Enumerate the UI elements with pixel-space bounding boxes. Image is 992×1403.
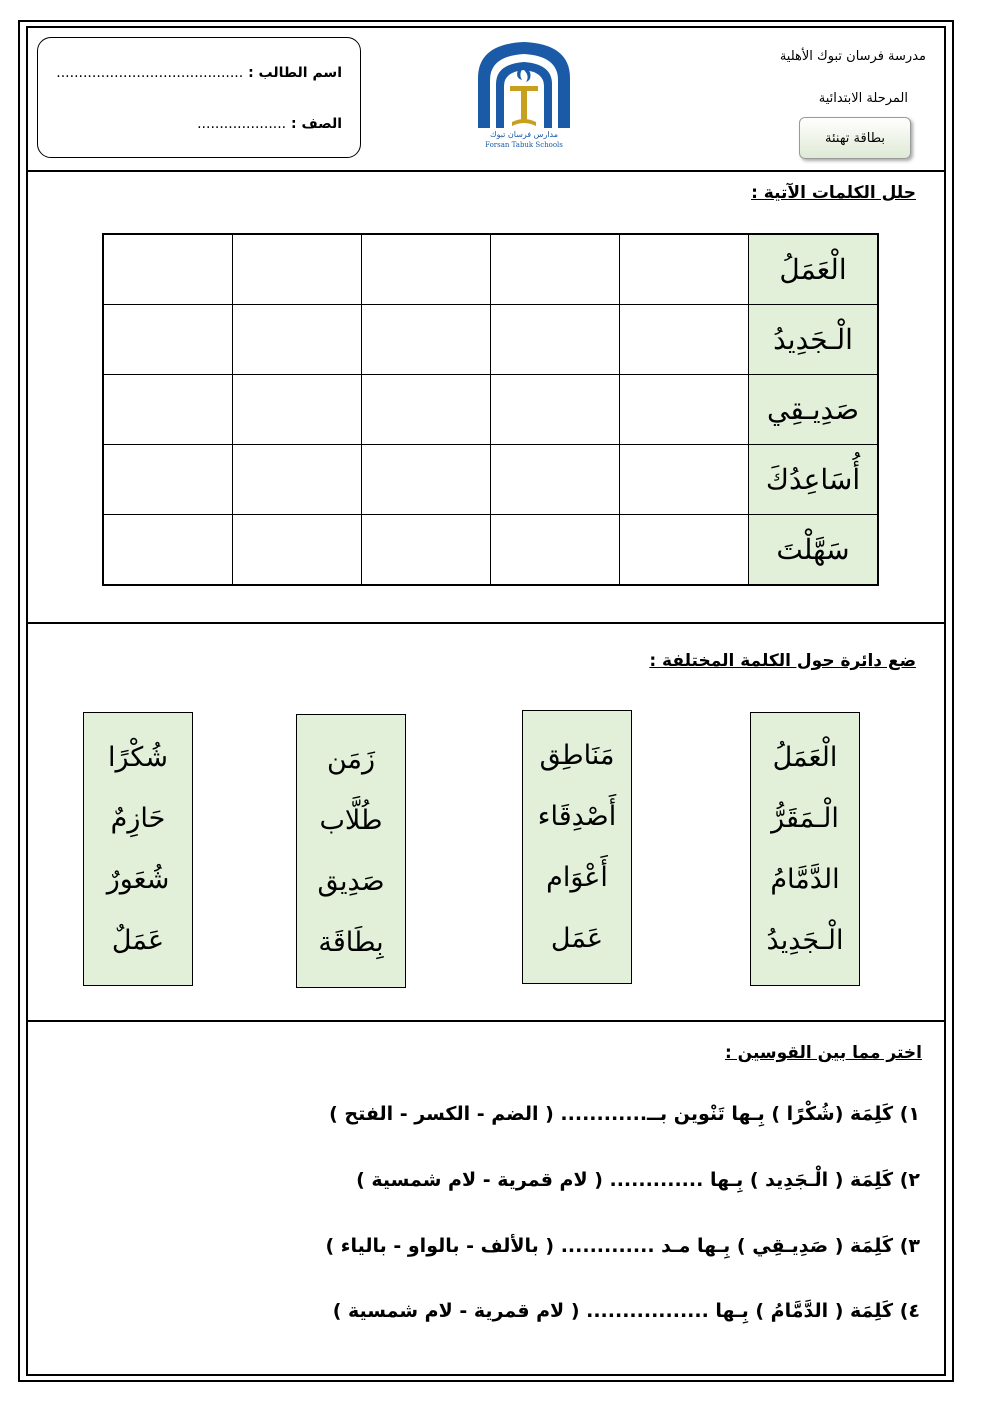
school-name: مدرسة فرسان تبوك الأهلية bbox=[779, 49, 926, 64]
word-group-4 bbox=[83, 712, 193, 986]
group-word[interactable]: شُكْرًا bbox=[108, 742, 168, 773]
answer-cell[interactable] bbox=[103, 305, 233, 375]
greeting-card-button[interactable]: بطاقة تهنئة bbox=[799, 117, 911, 159]
answer-cell[interactable] bbox=[103, 445, 233, 515]
school-logo bbox=[474, 40, 574, 152]
word-cell: الْـجَدِيدُ bbox=[749, 305, 879, 375]
choice-question-4 bbox=[333, 1300, 920, 1322]
student-name-dots: .......................................... bbox=[56, 65, 244, 81]
answer-cell[interactable] bbox=[362, 445, 491, 515]
section3-title: اختر مما بين القوسين : bbox=[724, 1043, 922, 1063]
choice-question-1 bbox=[329, 1103, 920, 1125]
answer-cell[interactable] bbox=[491, 375, 620, 445]
student-name-label: اسم الطالب : bbox=[248, 65, 342, 81]
question-number: ٣) bbox=[899, 1235, 920, 1257]
word-cell: الْعَمَلُ bbox=[749, 234, 879, 305]
answer-cell[interactable] bbox=[103, 375, 233, 445]
logo-text-en: Forsan Tabuk Schools bbox=[485, 141, 563, 149]
group-word[interactable]: شُعَورٌ bbox=[106, 864, 170, 895]
group-word[interactable]: الْـجَدِيدُ bbox=[766, 925, 844, 956]
answer-cell[interactable] bbox=[620, 375, 749, 445]
group-word[interactable]: حَازِمٌ bbox=[110, 803, 166, 834]
logo-text-ar: مدارس فرسان تبوك bbox=[489, 130, 559, 139]
student-name-row[interactable] bbox=[56, 65, 342, 81]
answer-cell[interactable] bbox=[491, 305, 620, 375]
table-row bbox=[103, 445, 878, 515]
table-row bbox=[103, 234, 878, 305]
answer-cell[interactable] bbox=[103, 515, 233, 586]
answer-cell[interactable] bbox=[491, 445, 620, 515]
choice-question-2 bbox=[356, 1169, 920, 1191]
answer-cell[interactable] bbox=[491, 234, 620, 305]
group-word[interactable]: الدَّمَّامُ bbox=[770, 864, 840, 895]
divider-section1 bbox=[26, 622, 946, 624]
divider-section2 bbox=[26, 1020, 946, 1022]
answer-cell[interactable] bbox=[233, 375, 362, 445]
word-group-1 bbox=[750, 712, 860, 986]
answer-cell[interactable] bbox=[233, 234, 362, 305]
group-word[interactable]: أَعْوَام bbox=[546, 862, 608, 893]
group-word[interactable]: بِطَاقَة bbox=[318, 927, 384, 958]
question-text[interactable]: كَلِمَة (شُكْرًا ) بِـها تَنْوين بــ............ ( الضم - الكسر - الفتح ) bbox=[329, 1103, 894, 1125]
question-text[interactable]: كَلِمَة ( الدَّمَّامُ ) بِـها ................. ( لام قمرية - لام شمسية ) bbox=[332, 1300, 894, 1322]
choice-question-3 bbox=[325, 1235, 920, 1257]
student-info-box bbox=[37, 37, 361, 158]
question-number: ١) bbox=[899, 1103, 920, 1125]
class-label: الصف : bbox=[291, 116, 342, 132]
answer-cell[interactable] bbox=[233, 445, 362, 515]
class-dots: .................... bbox=[197, 116, 287, 132]
question-number: ٤) bbox=[899, 1300, 920, 1322]
group-word[interactable]: طُلَّاب bbox=[319, 805, 383, 836]
group-word[interactable]: أَصْدِقَاء bbox=[537, 801, 617, 832]
word-cell: أُسَاعِدُكَ bbox=[749, 445, 879, 515]
answer-cell[interactable] bbox=[362, 375, 491, 445]
question-text[interactable]: كَلِمَة ( صَدِيـقِي ) بِـها مـد ............. ( بالألف - بالواو - بالياء ) bbox=[325, 1235, 894, 1257]
answer-cell[interactable] bbox=[620, 515, 749, 586]
word-group-2 bbox=[522, 710, 632, 984]
table-row bbox=[103, 375, 878, 445]
group-word[interactable]: عَمَل bbox=[550, 923, 604, 954]
section1-title: حلل الكلمات الآتية : bbox=[751, 183, 916, 203]
group-word[interactable]: مَنَاطِق bbox=[539, 740, 615, 771]
answer-cell[interactable] bbox=[620, 234, 749, 305]
answer-cell[interactable] bbox=[620, 445, 749, 515]
answer-cell[interactable] bbox=[362, 515, 491, 586]
answer-cell[interactable] bbox=[362, 234, 491, 305]
school-stage: المرحلة الابتدائية bbox=[818, 91, 908, 106]
word-group-3 bbox=[296, 714, 406, 988]
class-row[interactable] bbox=[197, 116, 342, 132]
answer-cell[interactable] bbox=[103, 234, 233, 305]
answer-cell[interactable] bbox=[362, 305, 491, 375]
answer-cell[interactable] bbox=[620, 305, 749, 375]
group-word[interactable]: عَمَلٌ bbox=[111, 925, 165, 956]
answer-cell[interactable] bbox=[233, 305, 362, 375]
word-cell: صَدِيـقِي bbox=[749, 375, 879, 445]
word-analysis-table bbox=[102, 233, 879, 586]
table-row bbox=[103, 305, 878, 375]
group-word[interactable]: الْـمَقَرُّ bbox=[771, 803, 839, 834]
answer-cell[interactable] bbox=[233, 515, 362, 586]
group-word[interactable]: صَدِيق bbox=[317, 866, 385, 897]
divider-header bbox=[26, 170, 946, 172]
table-row bbox=[103, 515, 878, 586]
question-number: ٢) bbox=[899, 1169, 920, 1191]
answer-cell[interactable] bbox=[491, 515, 620, 586]
group-word[interactable]: الْعَمَلُ bbox=[772, 742, 838, 773]
question-text[interactable]: كَلِمَة ( الْـجَدِيد ) بِـها ............. ( لام قمرية - لام شمسية ) bbox=[356, 1169, 894, 1191]
group-word[interactable]: زَمَن bbox=[326, 744, 376, 775]
section2-title: ضع دائرة حول الكلمة المختلفة : bbox=[649, 651, 916, 671]
word-cell: سَهَّلْتَ bbox=[749, 515, 879, 586]
